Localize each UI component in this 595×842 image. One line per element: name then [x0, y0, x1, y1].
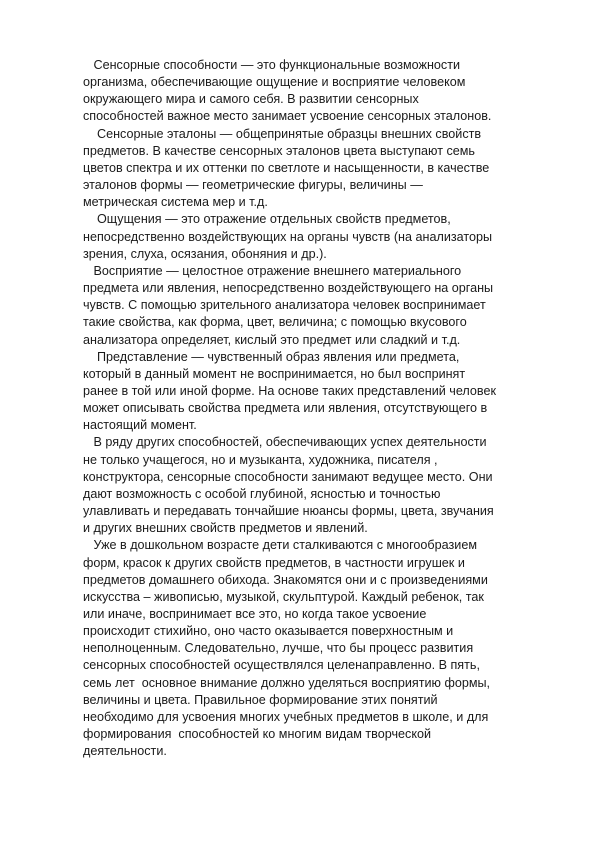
text-line: необходимо для усвоения многих учебных предметов в школе, и для — [83, 709, 489, 724]
text-line: предметов домашнего обихода. Знакомятся они и с произведениями — [83, 572, 488, 587]
text-line: ранее в той или иной форме. На основе таких представлений человек — [83, 383, 496, 398]
document-body — [83, 57, 555, 760]
text-line: настоящий момент. — [83, 418, 197, 433]
text-line: непосредственно воздействующих на органы чувств (на анализаторы — [83, 229, 493, 244]
text-line: который в данный момент не воспринимается, но был воспринят — [83, 366, 466, 381]
paragraph-sensory-abilities — [83, 57, 555, 126]
text-line: может описывать свойства предмета или явления, отсутствующего в — [83, 401, 488, 416]
text-line: такие свойства, как форма, цвет, величина; с помощью вкусового — [83, 315, 467, 330]
text-line: дают возможность с особой глубиной, ясностью и точностью — [83, 486, 441, 501]
text-line: чувств. С помощью зрительного анализатора человек воспринимает — [83, 298, 486, 313]
text-line: организма, обеспечивающие ощущение и восприятие человеком — [83, 75, 466, 90]
text-line: или иначе, воспринимает все это, но когда такое усвоение — [83, 607, 427, 621]
text-line: величины и цвета. Правильное формирование этих понятий — [83, 692, 438, 707]
text-line: сенсорных способностей осуществлялся целенаправленно. В пять, — [83, 658, 480, 673]
text-line: и других внешних свойств предметов и явлений. — [83, 521, 368, 536]
paragraph-abilities-role — [83, 434, 555, 537]
text-line: улавливать и передавать тончайшие нюансы формы, цвета, звучания — [83, 504, 494, 519]
text-line: деятельности. — [83, 744, 167, 759]
text-line: форм, красок к других свойств предметов, в частности игрушек и — [83, 555, 465, 570]
text-line: неполноценным. Следовательно, лучше, что бы процесс развития — [83, 641, 474, 656]
paragraph-perception — [83, 263, 555, 349]
text-line: происходит стихийно, оно часто оказывается поверхностным и — [83, 624, 454, 639]
text-line: предметов. В качестве сенсорных эталонов цвета выступают семь — [83, 143, 475, 158]
paragraph-sensory-standards — [83, 126, 555, 212]
text-line: способностей важное место занимает усвоение сенсорных эталонов. — [83, 109, 492, 124]
paragraph-sensations — [83, 211, 555, 262]
text-line: окружающего мира и самого себя. В развитии сенсорных — [83, 92, 419, 107]
paragraph-preschool-age — [83, 537, 555, 760]
text-line: семь лет основное внимание должно уделяться восприятию формы, — [83, 675, 491, 690]
text-line: формирования способностей ко многим видам творческой — [83, 727, 432, 742]
text-line: предмета или явления, непосредственно воздействующего на органы — [83, 281, 494, 296]
text-line: В ряду других способностей, обеспечивающих успех деятельности — [83, 435, 487, 450]
text-line: конструктора, сенсорные способности занимают ведущее место. Они — [83, 469, 493, 484]
text-line: метрическая система мер и т.д. — [83, 195, 268, 210]
text-line: Ощущения — это отражение отдельных свойств предметов, — [83, 212, 451, 227]
text-line: искусства – живописью, музыкой, скульптурой. Каждый ребенок, так — [83, 589, 484, 604]
text-line: Уже в дошкольном возрасте дети сталкиваются с многообразием — [83, 538, 477, 553]
text-line: Представление — чувственный образ явления или предмета, — [83, 349, 460, 364]
text-line: Сенсорные способности — это функциональные возможности — [83, 58, 461, 72]
text-line: цветов спектра и их оттенки по светлоте и насыщенности, в качестве — [83, 160, 490, 175]
text-line: анализатора определяет, кислый это предмет или сладкий и т.д. — [83, 332, 461, 347]
text-line: Восприятие — целостное отражение внешнего материального — [83, 263, 462, 278]
text-line: зрения, слуха, осязания, обоняния и др.). — [83, 246, 327, 261]
text-line: не только учащегося, но и музыканта, художника, писателя , — [83, 452, 438, 467]
text-line: Сенсорные эталоны — общепринятые образцы внешних свойств — [83, 126, 482, 141]
paragraph-representation — [83, 349, 555, 435]
text-line: эталонов формы — геометрические фигуры, величины — — [83, 178, 423, 193]
